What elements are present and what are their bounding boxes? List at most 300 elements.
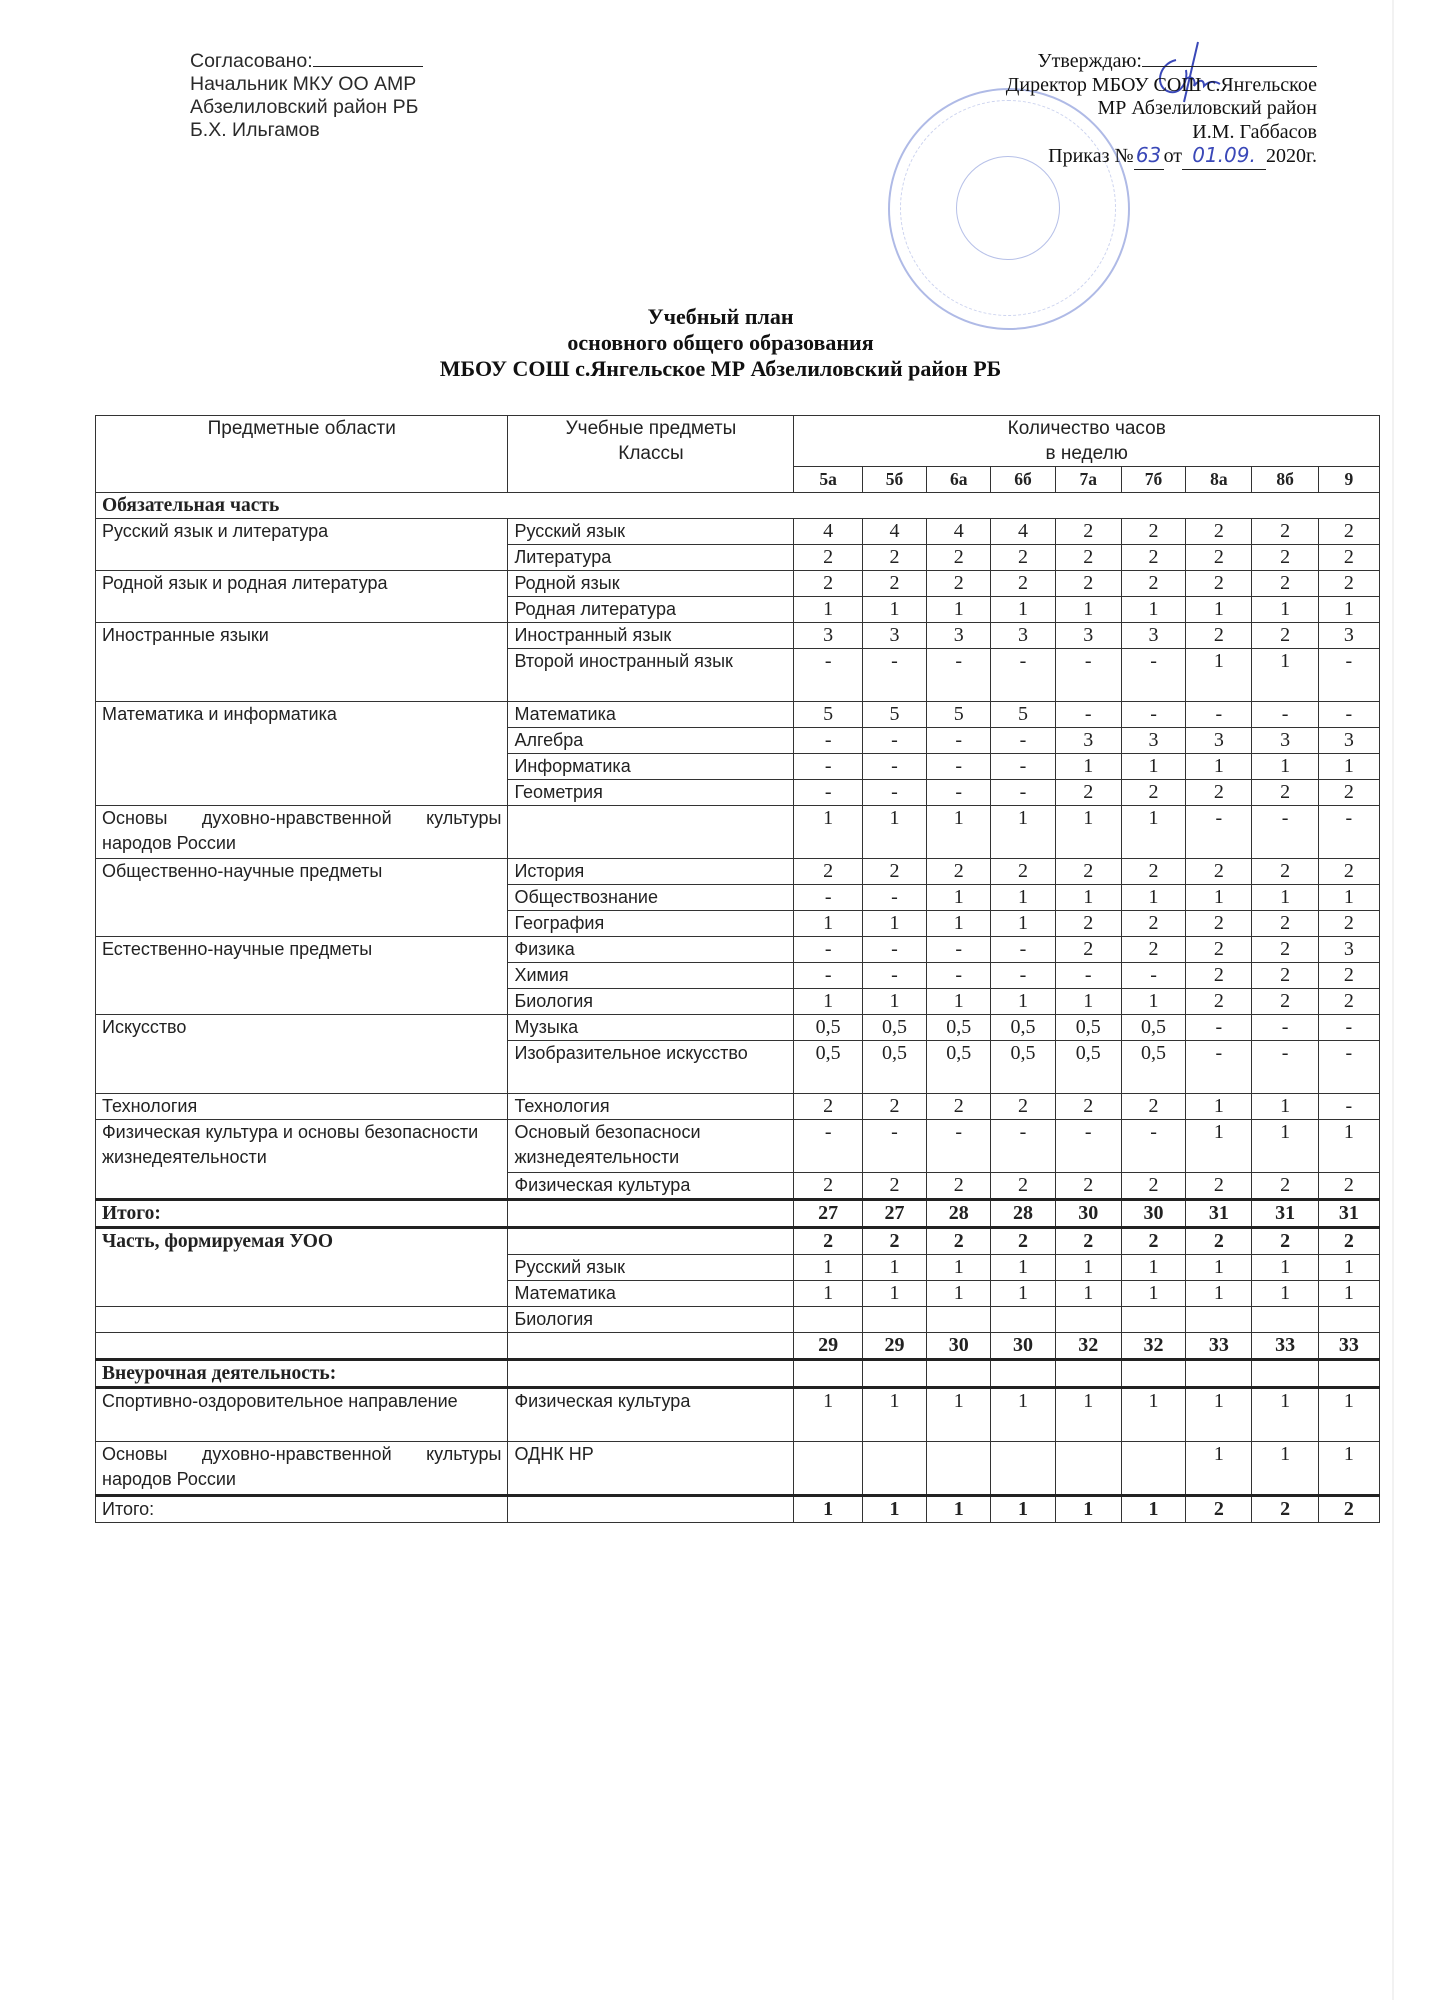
hours-cell: [794, 1307, 862, 1333]
hours-cell: -: [862, 885, 926, 911]
hours-cell: 1: [927, 1255, 991, 1281]
extracurricular-label: Внеурочная деятельность:: [102, 1363, 337, 1384]
hours-cell: 3: [1186, 728, 1252, 754]
hours-cell: [1055, 1307, 1121, 1333]
hours-cell: 2: [1121, 911, 1185, 937]
extracurricular-total-cell: 2: [1186, 1496, 1252, 1523]
hours-cell: 2: [927, 571, 991, 597]
total-cell: 27: [794, 1200, 862, 1228]
hours-cell: 2: [1318, 963, 1379, 989]
hours-cell: 1: [862, 989, 926, 1015]
hours-cell: -: [1186, 702, 1252, 728]
hours-cell: 1: [1055, 806, 1121, 859]
header-hours-sublabel: в неделю: [1045, 443, 1128, 464]
uoo-row: [96, 1228, 1380, 1255]
hours-cell: 1: [862, 1388, 926, 1442]
hours-cell: 1: [862, 1255, 926, 1281]
subject-name: [508, 806, 794, 859]
hours-cell: -: [1318, 806, 1379, 859]
hours-cell: 1: [794, 1281, 862, 1307]
activity-name: ОДНК НР: [508, 1442, 794, 1496]
hours-cell: 1: [1055, 1255, 1121, 1281]
hours-cell: 2: [1055, 1094, 1121, 1120]
hours-cell: 3: [1318, 728, 1379, 754]
hours-cell: 3: [794, 623, 862, 649]
extracurricular-label-cell: [96, 1360, 508, 1388]
subject-name: Математика: [508, 1281, 794, 1307]
hours-cell: -: [1121, 1120, 1185, 1173]
hours-cell: 1: [1186, 885, 1252, 911]
hours-cell: 0,5: [862, 1015, 926, 1041]
hours-cell: 5: [862, 702, 926, 728]
order-prefix: Приказ №: [1048, 145, 1134, 167]
hours-cell: 0,5: [794, 1015, 862, 1041]
hours-cell: 1: [1121, 989, 1185, 1015]
extracurricular-total-label-cell: [96, 1496, 508, 1523]
mandatory-section: [96, 493, 1380, 519]
grand-total-cell: 32: [1121, 1333, 1185, 1360]
extracurricular-total-cell: 1: [794, 1496, 862, 1523]
subject-name: Математика: [508, 702, 794, 728]
hours-cell: -: [927, 754, 991, 780]
hours-cell: -: [927, 1120, 991, 1173]
hours-cell: 2: [1055, 1173, 1121, 1200]
hours-cell: 2: [862, 571, 926, 597]
hours-cell: 1: [927, 885, 991, 911]
subject-area: Физическая культура и основы безопасности жизнедеятельности: [96, 1120, 508, 1200]
total-label-cell: [96, 1200, 508, 1228]
hours-cell: 2: [1121, 545, 1185, 571]
table-row: [96, 1388, 1380, 1442]
hours-cell: 1: [1252, 1094, 1318, 1120]
hours-cell: 1: [927, 806, 991, 859]
uoo-cell: 2: [1055, 1228, 1121, 1255]
hours-cell: 3: [1121, 623, 1185, 649]
hours-cell: 1: [991, 1388, 1055, 1442]
extracurricular-total-cell: 2: [1318, 1496, 1379, 1523]
hours-cell: 4: [927, 519, 991, 545]
hours-cell: 2: [1252, 963, 1318, 989]
hours-cell: -: [991, 649, 1055, 702]
header-subjects: [508, 416, 794, 493]
signature-blank: [1142, 48, 1317, 67]
hours-cell: -: [794, 963, 862, 989]
hours-cell: 1: [1055, 1281, 1121, 1307]
hours-cell: -: [794, 728, 862, 754]
subject-area: Основы духовно-нравственной культуры народов России: [96, 806, 508, 859]
approve-label: Утверждаю:: [1037, 50, 1142, 72]
hours-cell: 2: [1121, 780, 1185, 806]
hours-cell: 2: [927, 1094, 991, 1120]
hours-cell: [1318, 1307, 1379, 1333]
empty-cell: [1121, 1360, 1185, 1388]
extracurricular-total-label: Итого:: [102, 1499, 155, 1519]
hours-cell: 1: [1186, 1388, 1252, 1442]
hours-cell: 2: [862, 859, 926, 885]
hours-cell: 3: [1252, 728, 1318, 754]
hours-cell: 2: [1318, 989, 1379, 1015]
hours-cell: 2: [1186, 1173, 1252, 1200]
class-column-header: 6а: [927, 467, 991, 493]
grand-total-cell: 30: [927, 1333, 991, 1360]
hours-cell: 1: [862, 1281, 926, 1307]
hours-cell: 2: [862, 1094, 926, 1120]
hours-cell: -: [1186, 1015, 1252, 1041]
header-hours-label: Количество часов: [1007, 418, 1166, 439]
subject-name: Физика: [508, 937, 794, 963]
hours-cell: 1: [1318, 885, 1379, 911]
hours-cell: 0,5: [1055, 1041, 1121, 1094]
agreed-name: Б.Х. Ильгамов: [190, 119, 320, 141]
signature-blank: [313, 48, 423, 67]
hours-cell: 3: [1318, 623, 1379, 649]
hours-cell: 1: [991, 989, 1055, 1015]
subject-name: Родной язык: [508, 571, 794, 597]
hours-cell: 2: [1318, 571, 1379, 597]
hours-cell: 2: [1055, 545, 1121, 571]
hours-cell: [862, 1442, 926, 1496]
hours-cell: 1: [1252, 1281, 1318, 1307]
hours-cell: 1: [794, 597, 862, 623]
uoo-cell: 2: [1318, 1228, 1379, 1255]
class-column-header: 8а: [1186, 467, 1252, 493]
subject-name: Музыка: [508, 1015, 794, 1041]
hours-cell: -: [1318, 649, 1379, 702]
grand-total-cell: 30: [991, 1333, 1055, 1360]
grand-total-cell: 33: [1186, 1333, 1252, 1360]
hours-cell: 2: [1121, 1094, 1185, 1120]
hours-cell: -: [1055, 963, 1121, 989]
subject-name: Обществознание: [508, 885, 794, 911]
hours-cell: 4: [794, 519, 862, 545]
grand-total-blank: [96, 1333, 508, 1360]
subject-area: Искусство: [96, 1015, 508, 1094]
empty-cell: [1318, 1360, 1379, 1388]
extracurricular-total-cell: 1: [927, 1496, 991, 1523]
subject-name: Родная литература: [508, 597, 794, 623]
hours-cell: 1: [927, 911, 991, 937]
hours-cell: 1: [1318, 1120, 1379, 1173]
subject-name: Биология: [508, 1307, 794, 1333]
title-line-3: МБОУ СОШ с.Янгельское МР Абзелиловский район РБ: [439, 356, 1002, 381]
activity-name: Физическая культура: [508, 1388, 794, 1442]
total-cell: 31: [1252, 1200, 1318, 1228]
hours-cell: 1: [1252, 597, 1318, 623]
extracurricular-blank: [508, 1360, 794, 1388]
subject-area: Технология: [96, 1094, 508, 1120]
uoo-cell: 2: [1252, 1228, 1318, 1255]
hours-cell: 2: [991, 545, 1055, 571]
approve-line: [797, 48, 1317, 74]
hours-cell: 1: [991, 1281, 1055, 1307]
grand-total-cell: 33: [1318, 1333, 1379, 1360]
total-cell: 27: [862, 1200, 926, 1228]
hours-cell: 2: [1055, 911, 1121, 937]
uoo-label-cell: [96, 1228, 508, 1307]
hours-cell: 2: [1252, 937, 1318, 963]
header-classes-label: Классы: [618, 443, 684, 464]
hours-cell: -: [862, 780, 926, 806]
table-row: [96, 571, 1380, 597]
hours-cell: 2: [1252, 623, 1318, 649]
hours-cell: 2: [794, 1094, 862, 1120]
table-row: [96, 1120, 1380, 1173]
hours-cell: 1: [1121, 1281, 1185, 1307]
hours-cell: 1: [1121, 597, 1185, 623]
table-row: [96, 1307, 1380, 1333]
hours-cell: -: [1186, 1041, 1252, 1094]
hours-cell: 5: [927, 702, 991, 728]
hours-cell: 1: [1186, 1120, 1252, 1173]
hours-cell: 0,5: [927, 1015, 991, 1041]
hours-cell: 0,5: [1121, 1041, 1185, 1094]
order-number: 63: [1135, 143, 1162, 167]
table-row: [96, 806, 1380, 859]
grand-total-cell: 29: [794, 1333, 862, 1360]
class-column-header: 5а: [794, 467, 862, 493]
total-cell: 28: [927, 1200, 991, 1228]
agreed-district: Абзелиловский район РБ: [190, 96, 419, 118]
hours-cell: 3: [1121, 728, 1185, 754]
subject-name: Иностранный язык: [508, 623, 794, 649]
hours-cell: 5: [991, 702, 1055, 728]
uoo-cell: 2: [862, 1228, 926, 1255]
hours-cell: -: [1252, 1015, 1318, 1041]
grand-total-row: [96, 1333, 1380, 1360]
hours-cell: 1: [1186, 1281, 1252, 1307]
title-line-1: Учебный план: [647, 304, 794, 329]
hours-cell: -: [862, 754, 926, 780]
hours-cell: 1: [1121, 806, 1185, 859]
hours-cell: 2: [862, 545, 926, 571]
hours-cell: -: [794, 937, 862, 963]
hours-cell: -: [794, 1120, 862, 1173]
mandatory-section-blank: [794, 493, 1380, 519]
hours-cell: -: [1252, 1041, 1318, 1094]
hours-cell: 2: [927, 545, 991, 571]
empty-cell: [1055, 1360, 1121, 1388]
agreed-position: Начальник МКУ ОО АМР: [190, 73, 417, 95]
table-row: [96, 519, 1380, 545]
hours-cell: 1: [1121, 1255, 1185, 1281]
header-row: [96, 416, 1380, 467]
hours-cell: 1: [991, 806, 1055, 859]
curriculum-table: [95, 415, 1380, 1523]
empty-cell: [862, 1360, 926, 1388]
hours-cell: [1186, 1307, 1252, 1333]
hours-cell: 2: [1318, 545, 1379, 571]
hours-cell: 3: [1055, 728, 1121, 754]
class-column-header: 7б: [1121, 467, 1185, 493]
empty-cell: [1252, 1360, 1318, 1388]
hours-cell: 1: [1055, 885, 1121, 911]
hours-cell: 1: [991, 885, 1055, 911]
hours-cell: -: [862, 1120, 926, 1173]
hours-cell: 1: [862, 911, 926, 937]
hours-cell: 2: [1186, 859, 1252, 885]
mandatory-section-label: Обязательная часть: [102, 495, 280, 516]
table-row: [96, 702, 1380, 728]
hours-cell: 1: [991, 1255, 1055, 1281]
grand-total-cell: 29: [862, 1333, 926, 1360]
total-row: [96, 1200, 1380, 1228]
subject-area: Математика и информатика: [96, 702, 508, 806]
hours-cell: 2: [1252, 1173, 1318, 1200]
hours-cell: 1: [1121, 885, 1185, 911]
subject-name: Русский язык: [508, 1255, 794, 1281]
table-row: [96, 623, 1380, 649]
hours-cell: -: [1252, 806, 1318, 859]
extracurricular-total-cell: 1: [1121, 1496, 1185, 1523]
hours-cell: 1: [862, 597, 926, 623]
subject-name: Информатика: [508, 754, 794, 780]
hours-cell: 1: [1055, 754, 1121, 780]
hours-cell: 2: [1318, 859, 1379, 885]
hours-cell: 1: [1252, 1120, 1318, 1173]
subject-name: Основый безопасноси жизнедеятельности: [508, 1120, 794, 1173]
hours-cell: 3: [991, 623, 1055, 649]
subject-name: Второй иностранный язык: [508, 649, 794, 702]
order-line: [797, 144, 1317, 170]
header-hours: [794, 416, 1380, 467]
subject-name: Геометрия: [508, 780, 794, 806]
activity-area: Основы духовно-нравственной культуры народов России: [96, 1442, 508, 1496]
extracurricular-total-cell: 2: [1252, 1496, 1318, 1523]
grand-total-cell: 32: [1055, 1333, 1121, 1360]
hours-cell: 0,5: [794, 1041, 862, 1094]
uoo-cell: 2: [991, 1228, 1055, 1255]
hours-cell: -: [1055, 1120, 1121, 1173]
hours-cell: [794, 1442, 862, 1496]
hours-cell: 5: [794, 702, 862, 728]
hours-cell: 2: [927, 859, 991, 885]
approve-name: И.М. Габбасов: [1192, 120, 1317, 143]
extracurricular-total-cell: 1: [1055, 1496, 1121, 1523]
hours-cell: 2: [1121, 859, 1185, 885]
extracurricular-total-blank: [508, 1496, 794, 1523]
hours-cell: 2: [991, 571, 1055, 597]
extracurricular-total-cell: 1: [991, 1496, 1055, 1523]
hours-cell: -: [927, 780, 991, 806]
hours-cell: 1: [1318, 754, 1379, 780]
hours-cell: -: [991, 780, 1055, 806]
class-column-header: 5б: [862, 467, 926, 493]
hours-cell: 2: [1186, 545, 1252, 571]
hours-cell: 1: [1252, 649, 1318, 702]
subject-name: Биология: [508, 989, 794, 1015]
header-areas-label: Предметные области: [207, 418, 396, 439]
hours-cell: 2: [794, 1173, 862, 1200]
hours-cell: 4: [862, 519, 926, 545]
agreed-label: Согласовано:: [190, 50, 313, 72]
hours-cell: 2: [1186, 519, 1252, 545]
subject-name: Изобразительное искусство: [508, 1041, 794, 1094]
hours-cell: 1: [1318, 1255, 1379, 1281]
hours-cell: 2: [991, 1173, 1055, 1200]
empty-cell: [927, 1360, 991, 1388]
hours-cell: 2: [1186, 571, 1252, 597]
activity-area: Спортивно-оздоровительное направление: [96, 1388, 508, 1442]
hours-cell: [1121, 1442, 1185, 1496]
hours-cell: 1: [927, 597, 991, 623]
hours-cell: 0,5: [1055, 1015, 1121, 1041]
table-row: [96, 859, 1380, 885]
total-cell: 28: [991, 1200, 1055, 1228]
subject-name: Технология: [508, 1094, 794, 1120]
subject-area: Общественно-научные предметы: [96, 859, 508, 937]
hours-cell: 2: [991, 859, 1055, 885]
hours-cell: -: [991, 754, 1055, 780]
hours-cell: 1: [1318, 1281, 1379, 1307]
total-blank: [508, 1200, 794, 1228]
table-row: [96, 1094, 1380, 1120]
hours-cell: [927, 1307, 991, 1333]
hours-cell: 2: [794, 571, 862, 597]
hours-cell: -: [991, 937, 1055, 963]
class-column-header: 8б: [1252, 467, 1318, 493]
hours-cell: 1: [794, 1255, 862, 1281]
order-from: от: [1163, 145, 1183, 167]
hours-cell: 2: [862, 1173, 926, 1200]
hours-cell: 1: [991, 911, 1055, 937]
total-label: Итого:: [102, 1203, 161, 1224]
hours-cell: 2: [1318, 911, 1379, 937]
subject-area: Родной язык и родная литература: [96, 571, 508, 623]
hours-cell: 1: [1055, 597, 1121, 623]
hours-cell: 1: [1121, 754, 1185, 780]
hours-cell: 2: [794, 545, 862, 571]
class-column-header: 7а: [1055, 467, 1121, 493]
uoo-cell: 2: [794, 1228, 862, 1255]
subject-name: Литература: [508, 545, 794, 571]
hours-cell: 2: [1121, 937, 1185, 963]
empty-cell: [1186, 1360, 1252, 1388]
hours-cell: 2: [1252, 989, 1318, 1015]
hours-cell: 1: [1121, 1388, 1185, 1442]
hours-cell: [991, 1442, 1055, 1496]
hours-cell: 3: [1055, 623, 1121, 649]
hours-cell: 1: [1186, 1442, 1252, 1496]
hours-cell: 1: [927, 1281, 991, 1307]
hours-cell: 1: [794, 989, 862, 1015]
hours-cell: 2: [1252, 519, 1318, 545]
hours-cell: 2: [1121, 1173, 1185, 1200]
total-cell: 31: [1318, 1200, 1379, 1228]
hours-cell: 2: [1252, 571, 1318, 597]
hours-cell: [927, 1442, 991, 1496]
hours-cell: 1: [991, 597, 1055, 623]
mandatory-section-label-cell: [96, 493, 794, 519]
hours-cell: 2: [1318, 780, 1379, 806]
hours-cell: 2: [1186, 963, 1252, 989]
hours-cell: -: [927, 937, 991, 963]
empty-cell: [991, 1360, 1055, 1388]
hours-cell: -: [1121, 649, 1185, 702]
subject-area: Естественно-научные предметы: [96, 937, 508, 1015]
hours-cell: 2: [1055, 780, 1121, 806]
hours-cell: 2: [1055, 571, 1121, 597]
order-date: 01.09.: [1192, 143, 1256, 167]
empty-cell: [794, 1360, 862, 1388]
hours-cell: 0,5: [991, 1015, 1055, 1041]
hours-cell: -: [1318, 1041, 1379, 1094]
total-cell: 31: [1186, 1200, 1252, 1228]
hours-cell: 1: [1318, 1388, 1379, 1442]
uoo-label: Часть, формируемая УОО: [102, 1231, 334, 1252]
hours-cell: [862, 1307, 926, 1333]
hours-cell: 0,5: [862, 1041, 926, 1094]
hours-cell: 2: [1252, 911, 1318, 937]
